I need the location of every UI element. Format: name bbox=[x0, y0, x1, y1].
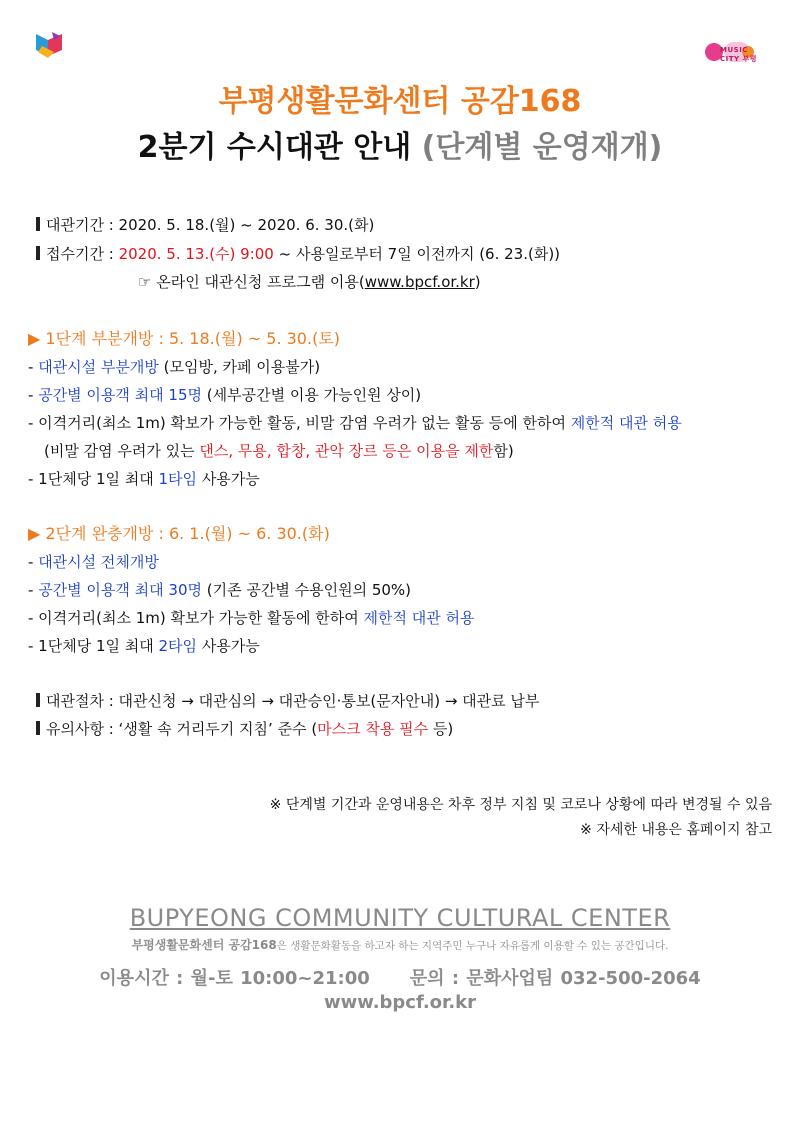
application-end: ~ 사용일로부터 7일 이전까지 (6. 23.(화)) bbox=[273, 245, 561, 263]
dash: - bbox=[28, 553, 39, 571]
stage2-item bbox=[28, 607, 474, 628]
stage2-item bbox=[28, 579, 411, 600]
caution-suffix: 등) bbox=[428, 720, 454, 738]
footer-url-link[interactable]: www.bpcf.or.kr bbox=[323, 992, 477, 1013]
stage2-detail: 사용가능 bbox=[197, 637, 260, 655]
footer-english-name: BUPYEONG COMMUNITY CULTURAL CENTER bbox=[129, 904, 671, 932]
note-changes: ※ 단계별 기간과 운영내용은 차후 정부 지침 및 코로나 상황에 따라 변경될 수 있음 bbox=[269, 797, 772, 813]
stage1-item bbox=[28, 412, 682, 433]
stage1-detail: - 이격거리(최소 1m) 확보가 가능한 활동, 비말 감염 우려가 없는 활동 등에 한하여 bbox=[28, 414, 571, 432]
online-text: ☞ 온라인 대관신청 프로그램 이용( bbox=[138, 273, 365, 291]
procedure-text: 대관절차 : 대관신청 → 대관심의 → 대관승인·통보(문자안내) → 대관료 납부 bbox=[46, 692, 540, 710]
stage1-item bbox=[28, 356, 320, 377]
dash: - bbox=[28, 358, 39, 376]
bupyeong-logo-icon bbox=[34, 30, 64, 60]
stage1-detail: 사용가능 bbox=[197, 470, 260, 488]
contact-info: 문의 : 문화사업팀 032-500-2064 bbox=[409, 968, 701, 989]
stage1-highlight: 1타임 bbox=[158, 470, 198, 488]
stage2-detail: - 1단체당 1일 최대 bbox=[28, 637, 159, 655]
page-subtitle bbox=[0, 122, 800, 166]
bullet-bar-icon bbox=[36, 217, 40, 231]
note-homepage: ※ 자세한 내용은 홈페이지 참고 bbox=[580, 822, 772, 838]
stage1-highlight: 대관시설 부분개방 bbox=[38, 358, 159, 376]
stage2-highlight: 제한적 대관 허용 bbox=[363, 609, 475, 627]
caution-text: 유의사항 : ‘생활 속 거리두기 지침’ 준수 ( bbox=[46, 720, 318, 738]
subtitle-sub: (단계별 운영재개) bbox=[421, 130, 663, 165]
footer-description bbox=[0, 936, 800, 953]
stage2-highlight: 대관시설 전체개방 bbox=[38, 553, 159, 571]
stage1-item bbox=[28, 468, 260, 489]
application-start: 2020. 5. 13.(수) 9:00 bbox=[118, 245, 274, 263]
stage2-highlight: 2타임 bbox=[158, 637, 198, 655]
rental-period-text: 대관기간 : 2020. 5. 18.(월) ~ 2020. 6. 30.(화) bbox=[46, 216, 375, 234]
stage2-item bbox=[28, 635, 260, 656]
stage2-detail: (기존 공간별 수용인원의 50%) bbox=[202, 581, 412, 599]
opening-hours: 이용시간 : 월-토 10:00~21:00 bbox=[99, 968, 370, 989]
online-application bbox=[138, 271, 481, 292]
online-suffix: ) bbox=[474, 273, 481, 291]
footer-desc-strong: 부평생활문화센터 공감168 bbox=[131, 938, 277, 952]
bullet-bar-icon bbox=[36, 246, 40, 260]
mask-required: 마스크 착용 필수 bbox=[317, 720, 429, 738]
stage2-item bbox=[28, 551, 159, 572]
application-period bbox=[36, 243, 560, 264]
footer-hours-contact bbox=[0, 964, 800, 990]
subtitle-main: 2분기 수시대관 안내 bbox=[137, 130, 412, 165]
stage1-detail: (세부공간별 이용 가능인원 상이) bbox=[202, 386, 422, 404]
stage1-highlight: 공간별 이용객 최대 15명 bbox=[38, 386, 202, 404]
stage1-detail: 함) bbox=[493, 442, 514, 460]
music-city-logo-icon bbox=[704, 38, 762, 66]
stage1-highlight: 제한적 대관 허용 bbox=[570, 414, 682, 432]
stage1-detail: - 1단체당 1일 최대 bbox=[28, 470, 159, 488]
dash: - bbox=[28, 581, 39, 599]
dash: - bbox=[28, 386, 39, 404]
stage2-heading: ▶ 2단계 완충개방 : 6. 1.(월) ~ 6. 30.(화) bbox=[28, 524, 330, 543]
music-city-logo-text: MUSIC CITY 부평 bbox=[720, 46, 758, 63]
online-url-link[interactable]: www.bpcf.or.kr bbox=[364, 273, 475, 291]
stage1-detail: (모임방, 카페 이용불가) bbox=[158, 358, 321, 376]
application-label: 접수기간 : bbox=[46, 245, 119, 263]
footer-desc-rest: 은 생활문화활동을 하고자 하는 지역주민 누구나 자유롭게 이용할 수 있는 공간입니다. bbox=[276, 940, 669, 952]
bullet-bar-icon bbox=[36, 721, 40, 735]
stage2-highlight: 공간별 이용객 최대 30명 bbox=[38, 581, 202, 599]
stage1-restriction: 댄스, 무용, 합창, 관악 장르 등은 이용을 제한 bbox=[199, 442, 494, 460]
page-title: 부평생활문화센터 공감168 bbox=[218, 84, 582, 119]
stage1-item bbox=[44, 440, 514, 461]
stage1-item bbox=[28, 384, 421, 405]
caution bbox=[36, 718, 453, 739]
rental-procedure bbox=[36, 690, 539, 711]
bullet-bar-icon bbox=[36, 693, 40, 707]
stage1-heading: ▶ 1단계 부분개방 : 5. 18.(월) ~ 5. 30.(토) bbox=[28, 329, 341, 348]
rental-period bbox=[36, 214, 374, 235]
stage2-detail: - 이격거리(최소 1m) 확보가 가능한 활동에 한하여 bbox=[28, 609, 364, 627]
stage1-detail: (비말 감염 우려가 있는 bbox=[44, 442, 200, 460]
